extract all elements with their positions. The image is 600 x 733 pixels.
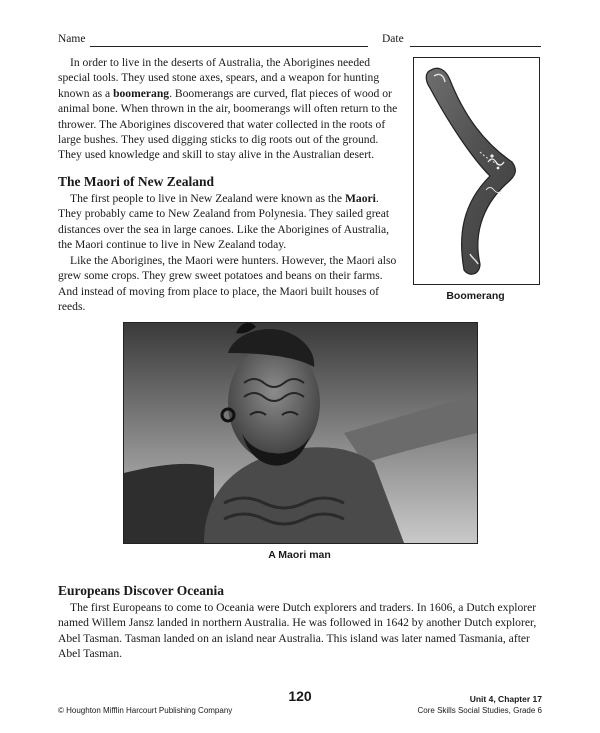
name-blank-line[interactable] xyxy=(90,46,368,47)
boomerang-illustration xyxy=(414,58,539,284)
maori-paragraph-1 xyxy=(58,191,404,253)
copyright-text: © Houghton Mifflin Harcourt Publishing Company xyxy=(58,706,233,715)
maori-term: Maori xyxy=(344,192,376,205)
maori-heading: The Maori of New Zealand xyxy=(58,174,214,189)
maori-paragraph-2: Like the Aborigines, the Maori were hunters. However, the Maori also grew some crops. They grew sweet potatoes and beans on their farms. And instead of moving from place to place, the Maori built houses of reeds. xyxy=(58,254,397,314)
name-label: Name xyxy=(58,33,86,45)
maori-man-illustration xyxy=(124,323,477,543)
intro-text-end: . Boomerangs are curved, flat pieces of wood or animal bone. When thrown in the air, boomerangs will often return to the thrower. The Aborigines discovered that water collected in the roots of large bushes. They used digging sticks to dig roots out of the ground. They used knowledge and skill to stay alive in the Australian desert. xyxy=(58,86,398,162)
boomerang-image xyxy=(413,57,540,285)
europeans-heading: Europeans Discover Oceania xyxy=(58,583,225,598)
date-blank-line[interactable] xyxy=(410,46,541,47)
maori-p1-start: The first people to live in New Zealand were known as the xyxy=(70,192,345,205)
date-label: Date xyxy=(382,33,404,45)
maori-photo-caption: A Maori man xyxy=(268,549,331,561)
intro-term-boomerang: boomerang xyxy=(113,86,170,100)
boomerang-caption: Boomerang xyxy=(446,290,505,302)
maori-p1-end: . They probably came to New Zealand from Polynesia. They sailed great distances over the sea in large canoes. Like the Aborigines of Australia, the Maori continue to live in New Zealand today. xyxy=(58,192,390,252)
intro-text-start: In order to live in the deserts of Australia, the Aborigines needed special tools. They used stone axes, spears, and a weapon for hunting known as a xyxy=(58,56,380,100)
intro-paragraph xyxy=(58,55,404,163)
maori-man-photo xyxy=(123,322,478,544)
unit-chapter-label: Unit 4, Chapter 17 xyxy=(469,694,542,704)
europeans-paragraph: The first Europeans to come to Oceania were Dutch explorers and traders. In 1606, a Dutch explorer named Willem Jansz landed in northern Australia. He was followed in 1642 by another Dutch explorer, Abel Tasman. Tasman landed on an island near Australia. This island was later named Tasmania, after Abel Tasman. xyxy=(58,601,537,661)
book-title-label: Core Skills Social Studies, Grade 6 xyxy=(417,706,542,715)
page-number: 120 xyxy=(288,688,312,704)
